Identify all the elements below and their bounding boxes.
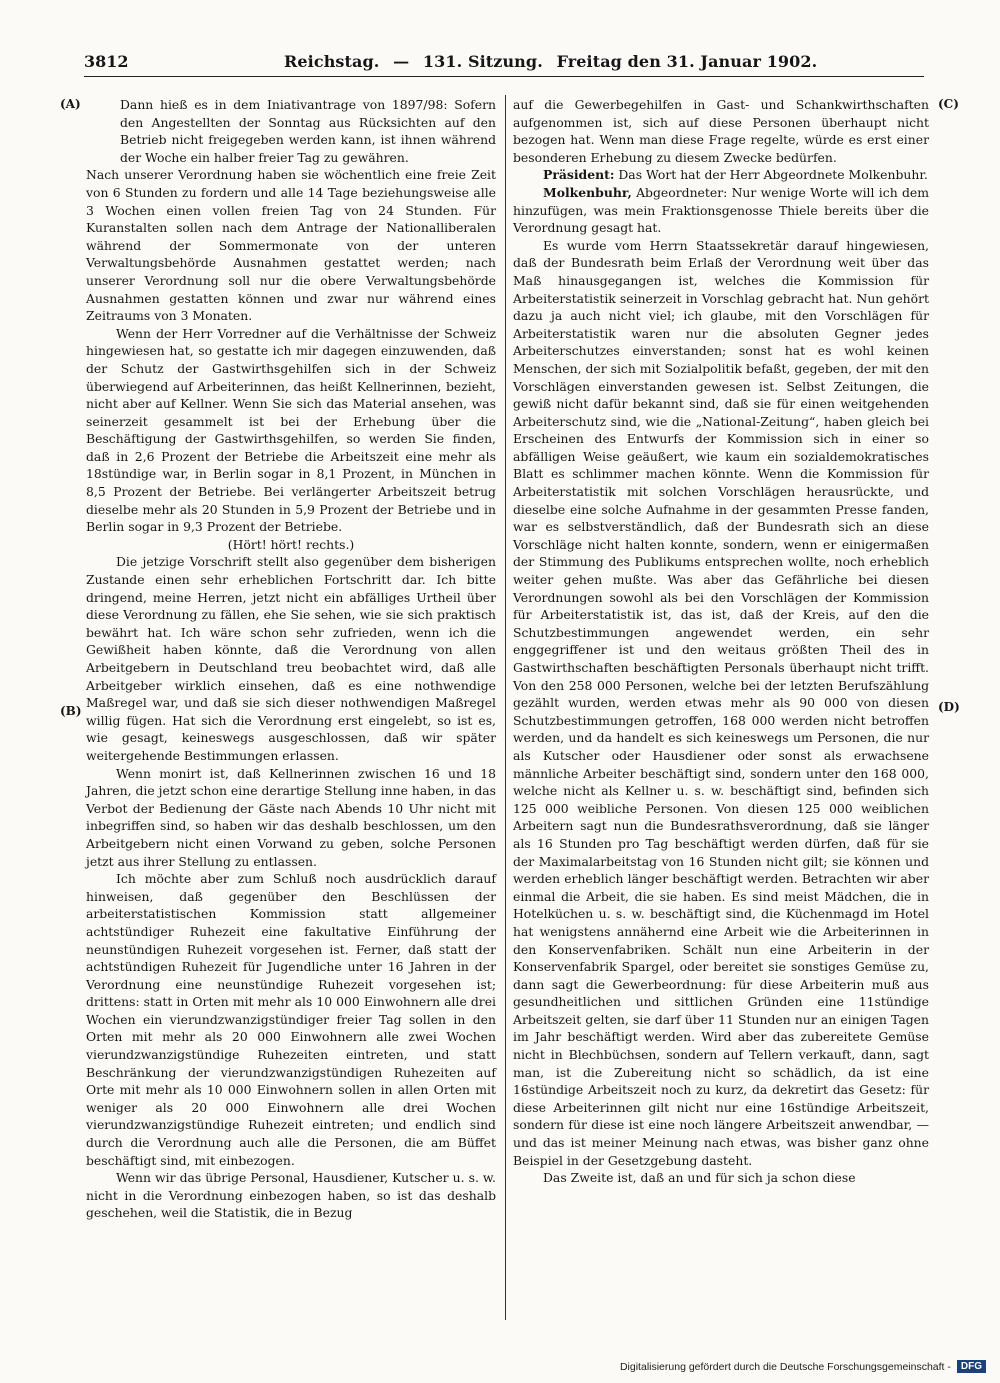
quoted-motion: Dann hieß es in dem Iniativantrage von 1897/98: Sofern den Angestellten der Sonntag aus Rücksichten auf den Betrieb nicht freigegeben werden kann, ist ihnen während der Woche ein halber freier Tag zu gewähren. xyxy=(120,97,496,165)
paragraph: Wenn monirt ist, daß Kellnerinnen zwischen 16 und 18 Jahren, die jetzt schon eine derartige Stellung inne haben, in das Verbot der Bedienung der Gäste nach Abends 10 Uhr nicht mit inbegriffen sind, so haben wir das deshalb beschlossen, um den Arbeitgebern nicht einen Vorwand zu geben, solche Personen jetzt aus ihrer Stellung zu entlassen. xyxy=(86,765,496,869)
page-header xyxy=(84,50,924,77)
margin-mark-b: (B) xyxy=(60,704,82,718)
speaker-name: Präsident: xyxy=(543,167,615,183)
president-statement xyxy=(513,166,929,184)
header-separator: — xyxy=(393,52,410,71)
header-session: 131. Sitzung. xyxy=(422,52,543,71)
header-body: Reichstag. xyxy=(284,52,380,71)
speaker-statement xyxy=(513,184,929,237)
paragraph: Die jetzige Vorschrift stellt also gegenüber dem bisherigen Zustande einen sehr erheblichen Fortschritt dar. Ich bitte dringend, meine Herren, jetzt nicht ein abfälliges Urtheil über diese Verordnung zu fällen, ehe Sie sehen, wie sie sich praktisch bewährt hat. Ich wäre schon sehr zufrieden, wenn ich die Gewißheit haben könnte, daß die Verordnung von allen Arbeitgebern in Deutschland treu beobachtet wird, daß alle Arbeitgeber wirklich einsehen, daß es eine nothwendige Maßregel war, und daß sie sich dieser nothwendigen Maßregel willig fügen. Hat sich die Verordnung erst eingelebt, so ist es, wie gesagt, keineswegs ausgeschlossen, daß wir später weitergehende Bestimmungen erlassen. xyxy=(86,554,496,763)
speaker-name: Molkenbuhr, xyxy=(543,184,632,200)
column-divider xyxy=(505,95,506,1320)
statement-text: Abgeordneter: Nur wenige Worte will ich dem hinzufügen, was mein Fraktionsgenosse Thiele bereits über die Verordnung gesagt hat. xyxy=(513,184,929,236)
paragraph: Wenn der Herr Vorredner auf die Verhältnisse der Schweiz hingewiesen hat, so gestatte ich mir dagegen einzuwenden, daß der Schutz der Gastwirthsgehilfen sich in der Schweiz überwiegend auf Arbeiterinnen, das heißt Kellnerinnen, bezieht, nicht aber auf Kellner. Wenn Sie sich das Material ansehen, was seinerzeit gesammelt ist bei der Erhebung über die Beschäftigung der Gastwirthsgehilfen, so werden Sie finden, daß in 2,6 Prozent der Betriebe die Arbeitszeit eine mehr als 18stündige war, in Berlin sogar in 8,1 Prozent, in München in 8,5 Prozent der Betriebe. Bei verlängerter Arbeitszeit betrug dieselbe mehr als 20 Stunden in 5,9 Prozent der Betriebe und in Berlin sogar in 9,3 Prozent der Betriebe. xyxy=(86,325,496,535)
paragraph: Das Zweite ist, daß an und für sich ja schon diese xyxy=(543,1170,856,1186)
header-title xyxy=(284,52,825,71)
paragraph: Nach unserer Verordnung haben sie wöchentlich eine freie Zeit von 6 Stunden zu fordern und alle 14 Tage beziehungsweise alle 3 Wochen einen vollen freien Tag von 24 Stunden. Für Kuranstalten sollen nach dem Antrage der Nationalliberalen während der Sommermonate von der unteren Verwaltungsbehörde Ausnahmen gestattet werden; nach unserer Verordnung soll nur die obere Verwaltungsbehörde Ausnahmen gestatten können und zwar nur während eines Zeitraums von 3 Monaten. xyxy=(86,167,496,324)
page-number: 3812 xyxy=(84,52,129,71)
footer xyxy=(620,1360,986,1373)
header-date: Freitag den 31. Januar 1902. xyxy=(556,52,818,71)
margin-mark-d: (D) xyxy=(938,700,960,714)
statement-text: Das Wort hat der Herr Abgeordnete Molkenbuhr. xyxy=(618,167,928,183)
interjection: (Hört! hört! rechts.) xyxy=(227,536,355,552)
margin-mark-c: (C) xyxy=(938,97,959,111)
paragraph: auf die Gewerbegehilfen in Gast- und Schankwirthschaften aufgenommen ist, sich auf diese Personen überhaupt nicht bezogen hat. Wenn man diese Frage regelte, würde es erst einer besonderen Erhebung zu diesem Zwecke bedürfen. xyxy=(513,97,929,165)
paragraph: Ich möchte aber zum Schluß noch ausdrücklich darauf hinweisen, daß gegenüber den Beschlüssen der arbeiterstatistischen Kommission statt allgemeiner achtstündiger Ruhezeit eine fakultative Einführung der neunstündigen Ruhezeit vorgesehen ist. Ferner, daß statt der achtstündigen Ruhezeit für Jugendliche unter 16 Jahren in der Verordnung eine neunstündige Ruhezeit vorgesehen ist; drittens: statt in Orten mit mehr als 10 000 Einwohnern alle drei Wochen ein vierundzwanzigstündiger freier Tag sollen in den Orten mit mehr als 20 000 Einwohnern alle zwei Wochen vierundzwanzigstündige Ruhezeiten eintreten, und statt Beschränkung der vierundzwanzigstündigen Ruhezeiten auf Orte mit mehr als 10 000 Einwohnern sollen in allen Orten mit weniger als 20 000 Einwohnern alle drei Wochen vierundzwanzigstündige Ruhezeit eintreten; und endlich sind durch die Verordnung auch alle die Personen, die am Büffet beschäftigt sind, mit einbezogen. xyxy=(86,871,496,1168)
paragraph: Es wurde vom Herrn Staatssekretär darauf hingewiesen, daß der Bundesrath beim Erlaß der Verordnung weit über das Maß hinausgegangen ist, welches die Kommission für Arbeiterstatistik seinerzeit in Vorschlag gebracht hat. Nun gehört dazu ja auch nicht viel; ich glaube, mit den Vorschlägen für Arbeiterstatistik waren nur die absoluten Gegner jedes Arbeiterschutzes einverstanden; sonst hat es wohl keinen Menschen, der sich mit Sozialpolitik befaßt, gegeben, der mit den Vorschlägen einverstanden gewesen ist. Selbst Zeitungen, die gewiß nicht dafür bekannt sind, daß sie für einen weitgehenden Arbeiterschutz sind, wie die „National-Zeitung“, haben gleich bei Erscheinen des Entwurfs der Kommission sich in einer so abfälligen Weise geäußert, wie kaum ein sozialdemokratisches Blatt es schlimmer machen könnte. Wenn die Kommission für Arbeiterstatistik mit solchen Vorschlägen herausrückte, und dieselbe eine solche Aufnahme in der gesammten Presse fanden, war es selbstverständlich, daß der Bundesrath sich an diese Vorschläge nicht halten konnte, sondern, wenn er einigermaßen der Stimmung des Publikums entsprechen wollte, noch erheblich weiter gehen mußte. Was aber das Gefährliche bei diesen Verordnungen sowohl als bei den Vorschlägen der Kommission für Arbeiterstatistik ist, das ist, daß der Kreis, auf den die Schutzbestimmungen angewendet werden, ein sehr enggegriffener ist und den weitaus größten Theil des in Gastwirthschaften beschäftigten Personals überhaupt nicht trifft. Von den 258 000 Personen, welche bei der letzten Berufszählung gezählt wurden, werden etwas mehr als 90 000 von diesen Schutzbestimmungen getroffen, 168 000 werden nicht betroffen werden, und da handelt es sich keineswegs um Personen, die nur als Kutscher oder Hausdiener oder sonst als erwachsene männliche Arbeiter beschäftigt sind, sondern unter den 168 000, welche nicht als Kellner u. s. w. beschäftigt sind, befinden sich 125 000 weibliche Personen. Von diesen 125 000 weiblichen Arbeitern sagt nun die Bundesrathsverordnung, daß sie länger als 16 Stunden pro Tag beschäftigt werden dürfen, daß für sie der Maximalarbeitstag von 16 Stunden nicht gilt; sie können und werden erheblich länger beschäftigt werden. Betrachten wir aber einmal die Arbeit, die sie haben. Es sind meist Mädchen, die in Hotelküchen u. s. w. beschäftigt sind, die Küchenmagd im Hotel hat wenigstens annähernd eine Arbeit wie die Arbeiterinnen in den Konservenfabriken. Schält nun eine Arbeiterin in der Konservenfabrik Spargel, oder bereitet sie sonstiges Gemüse zu, dann sagt die Gewerbeordnung: für diese Arbeiterin muß aus gesundheitlichen und sittlichen Gründen eine 11stündige Arbeitszeit gelten, sie darf über 11 Stunden nur an einigen Tagen im Jahr beschäftigt werden. Wird aber das zubereitete Gemüse nicht in Blechbüchsen, sondern auf Tellern verkauft, dann, sagt man, ist die Zubereitung nicht so schädlich, da ist eine 16stündige Arbeitszeit noch zu kurz, da dekretirt das Gesetz: für diese Arbeiterinnen gilt nicht nur eine 16stündige Arbeitszeit, sondern für diese ist eine noch längere Arbeitszeit anwendbar, — und das ist meiner Meinung nach etwas, was bisher ganz ohne Beispiel in der Gesetzgebung dasteht. xyxy=(513,237,929,1168)
footer-text: Digitalisierung gefördert durch die Deutsche Forschungsgemeinschaft - xyxy=(619,1360,951,1373)
left-column xyxy=(86,96,496,1222)
dfg-logo: DFG xyxy=(957,1360,986,1373)
right-column xyxy=(513,96,929,1187)
paragraph: Wenn wir das übrige Personal, Hausdiener, Kutscher u. s. w. nicht in die Verordnung einbezogen haben, so ist das deshalb geschehen, weil die Statistik, die in Bezug xyxy=(86,1170,496,1221)
margin-mark-a: (A) xyxy=(60,97,81,111)
